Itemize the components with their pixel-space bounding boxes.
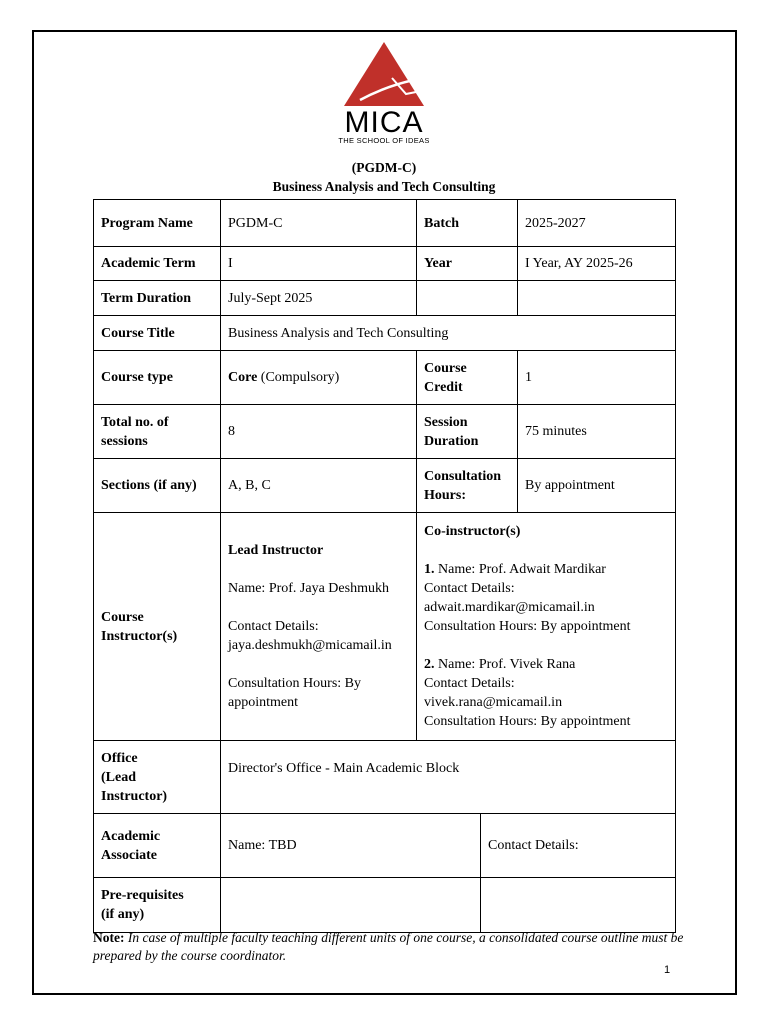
course-heading: Business Analysis and Tech Consulting: [272, 179, 496, 194]
co-instructor-2-name: 2. Name: Prof. Vivek Rana: [424, 657, 576, 672]
academic-associate-label: Academic Associate: [94, 814, 221, 878]
table-row: [94, 878, 676, 933]
table-row: [94, 459, 676, 513]
course-title-label: Course Title: [94, 316, 221, 351]
program-name-label: Program Name: [94, 200, 221, 247]
academic-term-label: Academic Term: [94, 247, 221, 281]
course-credit-label: Course Credit: [417, 351, 518, 405]
page-number: 1: [664, 964, 671, 976]
co-instructor-1-hours: Consultation Hours: By appointment: [424, 619, 631, 634]
lead-instructor-cell: [221, 513, 417, 741]
co-instructors-cell: [417, 513, 676, 741]
footnote: [93, 929, 693, 965]
table-row: [94, 513, 676, 741]
prerequisites-label: Pre-requisites (if any): [94, 878, 221, 933]
note-label: Note:: [93, 930, 125, 945]
mica-triangle-icon: [330, 40, 438, 110]
co-instructors-heading: Co-instructor(s): [424, 524, 521, 539]
total-sessions-label: Total no. of sessions: [94, 405, 221, 459]
table-row: [94, 316, 676, 351]
term-duration-value: July-Sept 2025: [221, 281, 417, 316]
course-type-label: Course type: [94, 351, 221, 405]
table-row: [94, 247, 676, 281]
program-name-value: PGDM-C: [221, 200, 417, 247]
associate-contact-value: Contact Details:: [481, 814, 676, 878]
course-instructors-label: Course Instructor(s): [94, 513, 221, 741]
co-instructor-2-email: vivek.rana@micamail.in: [424, 695, 563, 710]
lead-hours-cont: appointment: [228, 695, 298, 710]
lead-contact-label: Contact Details:: [228, 619, 319, 634]
consultation-hours-value: By appointment: [518, 459, 676, 513]
batch-label: Batch: [417, 200, 518, 247]
co-instructor-2-hours: Consultation Hours: By appointment: [424, 714, 631, 729]
co-instructor-1-name: 1. Name: Prof. Adwait Mardikar: [424, 562, 606, 577]
batch-value: 2025-2027: [518, 200, 676, 247]
lead-instructor-heading: Lead Instructor: [228, 543, 324, 558]
sections-label: Sections (if any): [94, 459, 221, 513]
table-row: [94, 814, 676, 878]
lead-hours: Consultation Hours: By: [228, 676, 362, 691]
table-row: [94, 405, 676, 459]
course-type-core: Core: [228, 370, 258, 385]
program-heading: (PGDM-C): [351, 160, 417, 175]
consultation-hours-label: Consultation Hours:: [417, 459, 518, 513]
course-title-value: Business Analysis and Tech Consulting: [221, 316, 676, 351]
year-value: I Year, AY 2025-26: [518, 247, 676, 281]
course-credit-value: 1: [518, 351, 676, 405]
table-row: [94, 200, 676, 247]
table-row: [94, 281, 676, 316]
note-text: In case of multiple faculty teaching different units of one course, a consolidated course outline must be prepared by the course coordinator.: [93, 930, 684, 963]
empty-cell: [518, 281, 676, 316]
logo-wordmark: MICA: [344, 106, 424, 139]
session-duration-value: 75 minutes: [518, 405, 676, 459]
table-row: [94, 741, 676, 814]
lead-email: jaya.deshmukh@micamail.in: [228, 638, 392, 653]
co-instructor-2-contact-label: Contact Details:: [424, 676, 515, 691]
table-row: [94, 351, 676, 405]
prerequisites-value: [221, 878, 481, 933]
course-type-value: [221, 351, 417, 405]
sections-value: A, B, C: [221, 459, 417, 513]
session-duration-label: Session Duration: [417, 405, 518, 459]
co-instructor-1-contact-label: Contact Details:: [424, 581, 515, 596]
logo-tagline: THE SCHOOL OF IDEAS: [338, 136, 430, 145]
co-instructor-1-email: adwait.mardikar@micamail.in: [424, 600, 595, 615]
total-sessions-value: 8: [221, 405, 417, 459]
associate-name-value: Name: TBD: [221, 814, 481, 878]
prerequisites-extra: [481, 878, 676, 933]
term-duration-label: Term Duration: [94, 281, 221, 316]
office-label: Office (Lead Instructor): [94, 741, 221, 814]
course-outline-table: [93, 199, 676, 933]
empty-cell: [417, 281, 518, 316]
lead-instructor-name: Name: Prof. Jaya Deshmukh: [228, 581, 389, 596]
office-value: Director's Office - Main Academic Block: [221, 741, 676, 814]
academic-term-value: I: [221, 247, 417, 281]
year-label: Year: [417, 247, 518, 281]
course-type-compulsory: (Compulsory): [257, 370, 340, 385]
